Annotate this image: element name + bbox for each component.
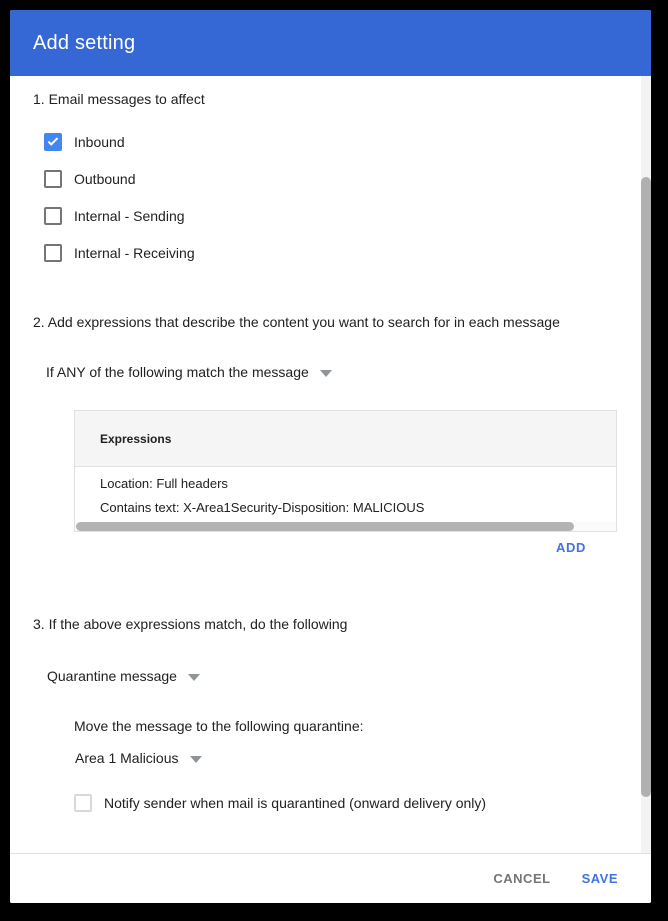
internal-sending-checkbox[interactable] [44, 207, 62, 225]
checkbox-row-outbound[interactable] [44, 169, 136, 189]
dialog-header [10, 10, 651, 76]
dialog-title: Add setting [33, 31, 136, 54]
expressions-table-header [75, 411, 616, 467]
section1-title: 1. Email messages to affect [33, 91, 205, 107]
quarantine-value[interactable]: Area 1 Malicious [75, 750, 179, 766]
save-button[interactable]: SAVE [582, 863, 618, 894]
dialog-footer [10, 853, 651, 903]
add-expression-button[interactable]: ADD [556, 540, 586, 555]
action-value[interactable]: Quarantine message [47, 668, 177, 684]
outbound-label[interactable]: Outbound [74, 171, 136, 187]
outbound-checkbox[interactable] [44, 170, 62, 188]
checkbox-row-internal-sending[interactable] [44, 206, 185, 226]
checkbox-row-notify-sender[interactable] [74, 793, 486, 813]
expressions-column-header: Expressions [100, 431, 172, 446]
section3-title: 3. If the above expressions match, do the following [33, 616, 348, 632]
notify-sender-label[interactable]: Notify sender when mail is quarantined (onward delivery only) [104, 795, 487, 811]
notify-sender-checkbox[interactable] [74, 794, 92, 812]
expression-row[interactable]: Location: Full headers [100, 476, 228, 491]
inbound-checkbox[interactable] [44, 133, 62, 151]
checkbox-row-inbound[interactable] [44, 132, 125, 152]
expressions-table-body [75, 467, 616, 522]
action-dropdown[interactable] [47, 666, 200, 686]
horizontal-scrollbar[interactable] [75, 522, 616, 531]
dialog-content [10, 76, 651, 853]
checkbox-row-internal-receiving[interactable] [44, 243, 195, 263]
horizontal-scrollbar-thumb[interactable] [76, 522, 574, 531]
arrow-drop-down-icon[interactable] [320, 370, 332, 377]
arrow-drop-down-icon[interactable] [190, 756, 202, 763]
inbound-label[interactable]: Inbound [74, 134, 125, 150]
quarantine-select-dropdown[interactable] [75, 748, 202, 768]
section2-title: 2. Add expressions that describe the content you want to search for in each message [33, 314, 560, 330]
expressions-table [74, 410, 617, 532]
quarantine-instruction-label: Move the message to the following quarantine: [74, 718, 364, 734]
internal-receiving-checkbox[interactable] [44, 244, 62, 262]
check-icon [48, 135, 59, 146]
match-type-dropdown[interactable] [46, 362, 332, 382]
internal-receiving-label[interactable]: Internal - Receiving [74, 245, 195, 261]
match-type-value[interactable]: If ANY of the following match the message [46, 364, 309, 380]
internal-sending-label[interactable]: Internal - Sending [74, 208, 185, 224]
arrow-drop-down-icon[interactable] [188, 674, 200, 681]
cancel-button[interactable]: CANCEL [493, 863, 550, 894]
expression-row[interactable]: Contains text: X-Area1Security-Disposition: MALICIOUS [100, 500, 425, 515]
vertical-scrollbar[interactable] [641, 76, 651, 853]
vertical-scrollbar-thumb[interactable] [641, 177, 651, 797]
add-setting-dialog [10, 10, 651, 903]
